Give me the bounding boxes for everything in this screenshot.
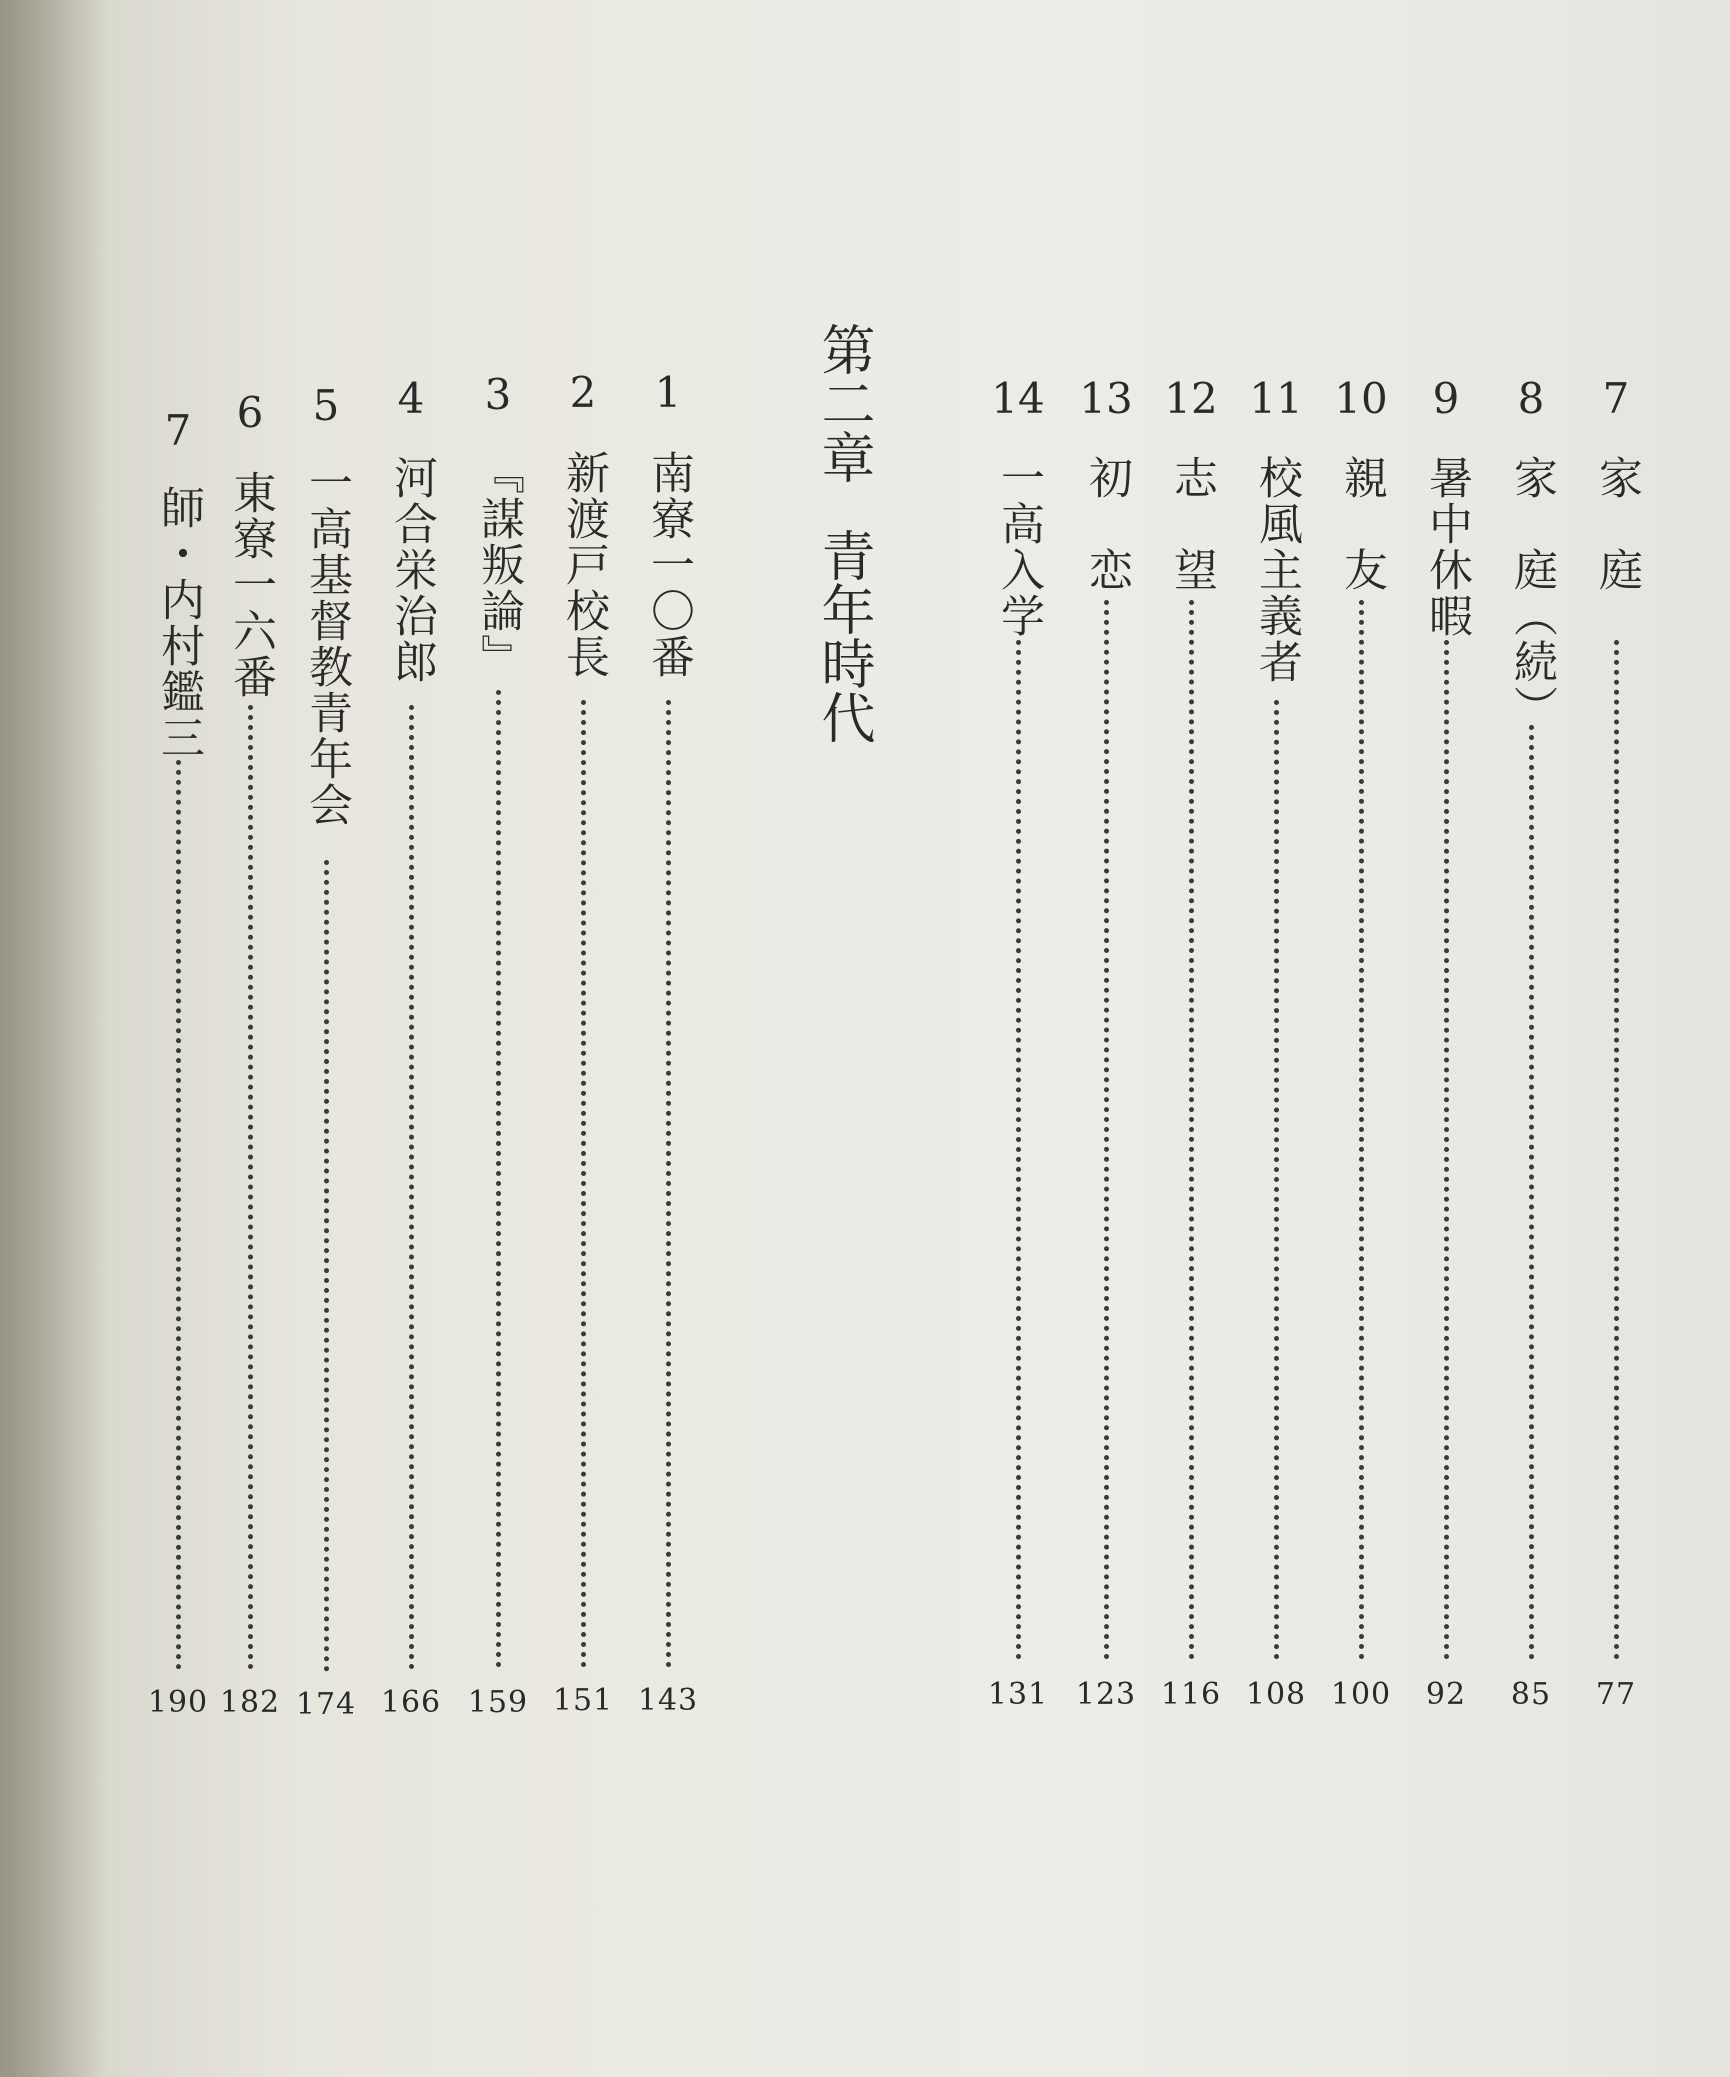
entry-title: 『謀叛論』 (473, 450, 524, 680)
page-number: 85 (1510, 1677, 1552, 1712)
page-number: 182 (219, 1685, 281, 1720)
entry-title: 南寮一〇番 (643, 450, 694, 680)
page-number: 77 (1595, 1677, 1637, 1712)
entry-number: 3 (484, 370, 512, 419)
entry-number: 11 (1249, 374, 1303, 423)
leader-dots (1444, 640, 1449, 1660)
entry-number: 7 (164, 406, 192, 455)
chapter-title: 青年時代 (813, 528, 876, 744)
entry-number: 13 (1079, 374, 1133, 423)
page-number: 174 (295, 1687, 357, 1722)
entry-number: 7 (1602, 374, 1630, 423)
leader-dots (581, 700, 586, 1668)
entry-number: 4 (397, 374, 425, 423)
page-number: 151 (552, 1683, 614, 1718)
leader-dots (1104, 600, 1109, 1660)
toc-entry-7[interactable] (1588, 0, 1644, 2077)
leader-dots (666, 700, 671, 1668)
entry-title: 師・内村鑑三 (153, 485, 204, 761)
chapter-heading (814, 322, 874, 744)
page-number: 123 (1075, 1677, 1137, 1712)
leader-dots (1529, 725, 1534, 1660)
toc-entry-ch2-6[interactable] (219, 0, 281, 2077)
page-number: 131 (987, 1677, 1049, 1712)
entry-number: 10 (1334, 374, 1388, 423)
entry-title: 新渡戸校長 (558, 450, 609, 680)
entry-title: 一高入学 (993, 455, 1044, 639)
page-number: 108 (1245, 1677, 1307, 1712)
entry-number: 12 (1164, 374, 1218, 423)
entry-title: 校風主義者 (1251, 455, 1302, 685)
toc-entry-ch2-1[interactable] (637, 0, 699, 2077)
entry-title: 初 恋 (1081, 455, 1132, 593)
toc-entry-8[interactable] (1503, 0, 1559, 2077)
leader-dots (409, 705, 414, 1670)
leader-dots (176, 760, 181, 1670)
entry-number: 2 (569, 368, 597, 417)
leader-dots (248, 705, 253, 1670)
toc-entry-13[interactable] (1075, 0, 1137, 2077)
binding-shadow (0, 0, 110, 2077)
toc-entry-ch2-4[interactable] (380, 0, 442, 2077)
page-number: 190 (147, 1685, 209, 1720)
leader-dots (1274, 700, 1279, 1660)
chapter-number: 第二章 (813, 322, 876, 484)
leader-dots (1189, 600, 1194, 1660)
toc-entry-ch2-7[interactable] (147, 0, 209, 2077)
toc-entry-9[interactable] (1418, 0, 1474, 2077)
entry-number: 5 (312, 381, 340, 430)
leader-dots (496, 690, 501, 1668)
entry-number: 6 (236, 388, 264, 437)
toc-entry-11[interactable] (1245, 0, 1307, 2077)
leader-dots (1359, 600, 1364, 1660)
entry-title: 暑中休暇 (1421, 455, 1472, 639)
toc-entry-ch2-5[interactable] (295, 0, 357, 2077)
leader-dots (1614, 640, 1619, 1660)
entry-title: 家 庭 (1591, 455, 1642, 593)
toc-entry-ch2-3[interactable] (467, 0, 529, 2077)
toc-entry-ch2-2[interactable] (552, 0, 614, 2077)
entry-number: 8 (1517, 374, 1545, 423)
page-number: 100 (1330, 1677, 1392, 1712)
page-number: 116 (1160, 1677, 1222, 1712)
entry-number: 1 (654, 368, 682, 417)
page-number: 159 (467, 1685, 529, 1720)
toc-entry-10[interactable] (1330, 0, 1392, 2077)
entry-title: 東寮一六番 (225, 470, 276, 700)
entry-title: 親 友 (1336, 455, 1387, 593)
entry-number: 9 (1432, 374, 1460, 423)
toc-entry-12[interactable] (1160, 0, 1222, 2077)
entry-title: 家 庭（続） (1506, 455, 1557, 731)
entry-number: 14 (991, 374, 1045, 423)
entry-title: 一高基督教青年会 (301, 460, 352, 828)
entry-title: 河合栄治郎 (386, 455, 437, 685)
page-number: 92 (1425, 1677, 1467, 1712)
page-number: 166 (380, 1685, 442, 1720)
page-number: 143 (637, 1683, 699, 1718)
leader-dots (1016, 640, 1021, 1660)
toc-entry-14[interactable] (987, 0, 1049, 2077)
leader-dots (324, 860, 329, 1672)
entry-title: 志 望 (1166, 455, 1217, 593)
